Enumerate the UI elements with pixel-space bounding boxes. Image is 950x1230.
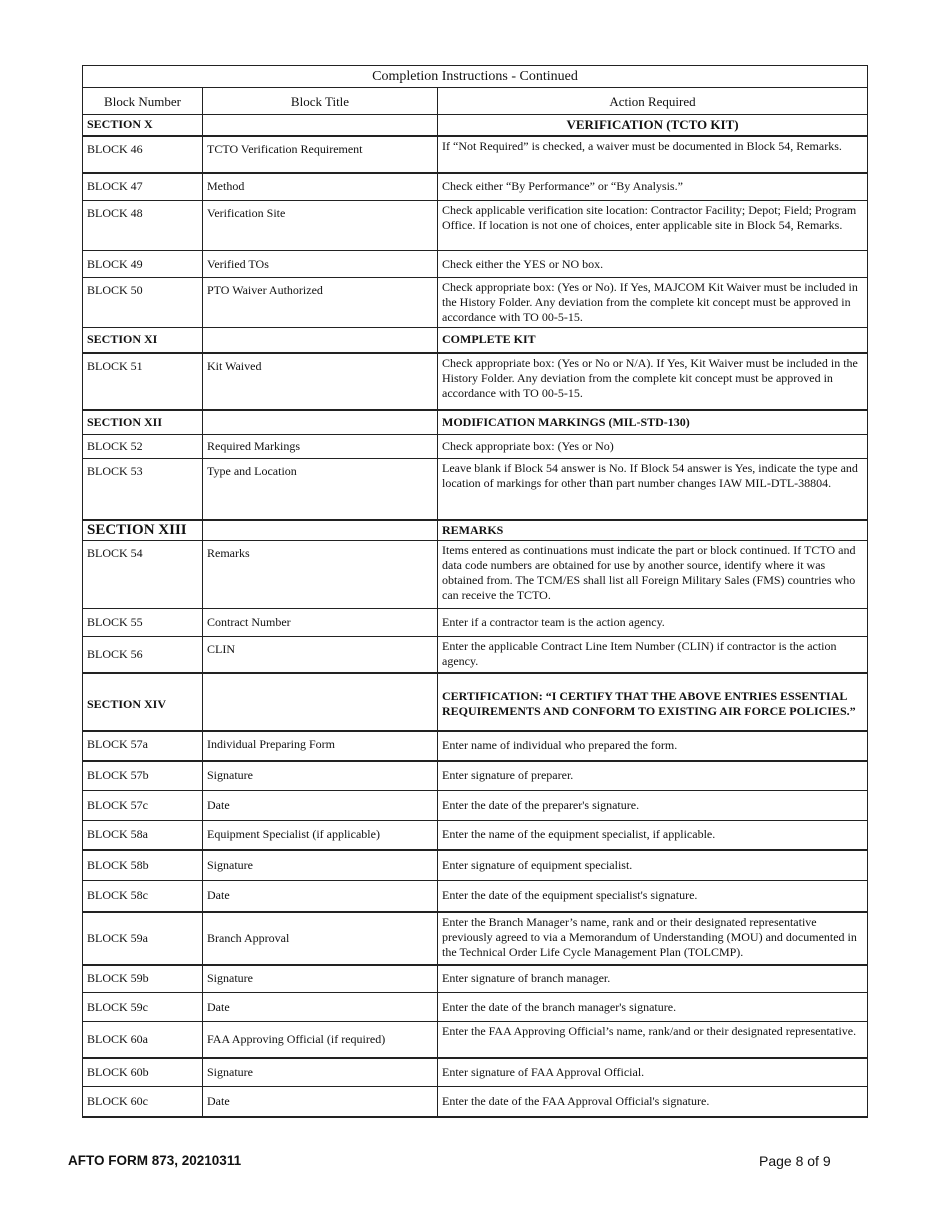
block-number: BLOCK 46 xyxy=(83,136,203,173)
block-title: Type and Location xyxy=(203,459,438,520)
action-required: Enter the date of the branch manager's signature. xyxy=(438,993,868,1022)
table-row xyxy=(83,173,868,201)
block-number: BLOCK 52 xyxy=(83,435,203,459)
block-number: BLOCK 59a xyxy=(83,912,203,965)
section-title xyxy=(203,410,438,435)
action-required: Check either the YES or NO box. xyxy=(438,251,868,278)
table-row xyxy=(83,731,868,761)
block-number: BLOCK 47 xyxy=(83,173,203,201)
completion-instructions-table xyxy=(82,65,868,1118)
action-required: Enter if a contractor team is the action agency. xyxy=(438,609,868,637)
action-required: Enter the date of the FAA Approval Official's signature. xyxy=(438,1087,868,1117)
block-number: BLOCK 57a xyxy=(83,731,203,761)
section-number: SECTION X xyxy=(83,115,203,136)
block-number: BLOCK 58a xyxy=(83,821,203,850)
section-row xyxy=(83,115,868,136)
section-title xyxy=(203,115,438,136)
table-title-row xyxy=(83,66,868,88)
header-action-required: Action Required xyxy=(438,88,868,115)
block-number: BLOCK 59c xyxy=(83,993,203,1022)
block-title: CLIN xyxy=(203,637,438,673)
section-title xyxy=(203,520,438,541)
block-title: Individual Preparing Form xyxy=(203,731,438,761)
section-number: SECTION XIV xyxy=(83,673,203,731)
form-identifier: AFTO FORM 873, 20210311 xyxy=(68,1153,242,1168)
table-row xyxy=(83,201,868,251)
block-title: Method xyxy=(203,173,438,201)
block-number: BLOCK 58b xyxy=(83,850,203,881)
section-title xyxy=(203,328,438,353)
action-required: Enter the applicable Contract Line Item Number (CLIN) if contractor is the action agency. xyxy=(438,637,868,673)
block-number: BLOCK 54 xyxy=(83,541,203,609)
action-required: Enter signature of preparer. xyxy=(438,761,868,791)
table-row xyxy=(83,761,868,791)
action-required: Enter the name of the equipment specialist, if applicable. xyxy=(438,821,868,850)
header-block-title: Block Title xyxy=(203,88,438,115)
action-required: Check appropriate box: (Yes or No). If Yes, MAJCOM Kit Waiver must be included in the History Folder. Any deviation from the complete kit concept must be approved in accordance with TO 00-5-15. xyxy=(438,278,868,328)
action-required: Items entered as continuations must indicate the part or block continued. If TCTO and data code numbers are obtained for use by another source, identify where it was obtained from. The TCM/ES shall list all Foreign Military Sales (FMS) countries who can receive the TCTO. xyxy=(438,541,868,609)
section-heading: VERIFICATION (TCTO KIT) xyxy=(438,115,868,136)
block-number: BLOCK 57b xyxy=(83,761,203,791)
section-heading: REMARKS xyxy=(438,520,868,541)
action-required: If “Not Required” is checked, a waiver must be documented in Block 54, Remarks. xyxy=(438,136,868,173)
block-title: Signature xyxy=(203,850,438,881)
action-required: Leave blank if Block 54 answer is No. If Block 54 answer is Yes, indicate the type and location of markings for other than part number changes IAW MIL-DTL-38804. xyxy=(438,459,868,520)
action-required: Check appropriate box: (Yes or No) xyxy=(438,435,868,459)
table-row xyxy=(83,1022,868,1058)
block-title: Signature xyxy=(203,965,438,993)
table-title: Completion Instructions - Continued xyxy=(83,66,868,88)
table-row xyxy=(83,881,868,912)
table-row xyxy=(83,821,868,850)
block-number: BLOCK 60c xyxy=(83,1087,203,1117)
block-title: PTO Waiver Authorized xyxy=(203,278,438,328)
block-title: Date xyxy=(203,881,438,912)
section-row xyxy=(83,328,868,353)
action-required: Enter the FAA Approving Official’s name, rank/and or their designated representative. xyxy=(438,1022,868,1058)
action-required: Check applicable verification site location: Contractor Facility; Depot; Field; Program Office. If location is not one of choices, enter applicable site in Block 54, Remarks. xyxy=(438,201,868,251)
block-title: Signature xyxy=(203,761,438,791)
block-number: BLOCK 53 xyxy=(83,459,203,520)
action-required: Enter signature of branch manager. xyxy=(438,965,868,993)
block-number: BLOCK 50 xyxy=(83,278,203,328)
table-row xyxy=(83,609,868,637)
table-row xyxy=(83,136,868,173)
block-title: Verified TOs xyxy=(203,251,438,278)
action-required: Enter the Branch Manager’s name, rank and or their designated representative previously agreed to via a Memorandum of Understanding (MOU) and documented in the Technical Order Life Cycle Management Plan (TOLCMP). xyxy=(438,912,868,965)
section-heading: MODIFICATION MARKINGS (MIL-STD-130) xyxy=(438,410,868,435)
table-row xyxy=(83,278,868,328)
action-required: Enter signature of FAA Approval Official. xyxy=(438,1058,868,1087)
table-row xyxy=(83,791,868,821)
section-row xyxy=(83,410,868,435)
block-title: FAA Approving Official (if required) xyxy=(203,1022,438,1058)
block-title: Date xyxy=(203,993,438,1022)
action-required: Enter the date of the preparer's signature. xyxy=(438,791,868,821)
block-number: BLOCK 59b xyxy=(83,965,203,993)
block-title: Required Markings xyxy=(203,435,438,459)
section-number: SECTION XI xyxy=(83,328,203,353)
table-row xyxy=(83,965,868,993)
block-number: BLOCK 49 xyxy=(83,251,203,278)
block-number: BLOCK 58c xyxy=(83,881,203,912)
section-heading: CERTIFICATION: “I CERTIFY THAT THE ABOVE ENTRIES ESSENTIAL REQUIREMENTS AND CONFORM TO EXISTING AIR FORCE POLICIES.” xyxy=(438,673,868,731)
table-header-row xyxy=(83,88,868,115)
block-number: BLOCK 51 xyxy=(83,353,203,410)
block-title: Verification Site xyxy=(203,201,438,251)
table-row xyxy=(83,993,868,1022)
section-number: SECTION XII xyxy=(83,410,203,435)
block-title: TCTO Verification Requirement xyxy=(203,136,438,173)
block-title: Date xyxy=(203,791,438,821)
action-required: Enter name of individual who prepared the form. xyxy=(438,731,868,761)
action-required: Enter signature of equipment specialist. xyxy=(438,850,868,881)
block-title: Kit Waived xyxy=(203,353,438,410)
block-title: Remarks xyxy=(203,541,438,609)
block-title: Contract Number xyxy=(203,609,438,637)
block-number: BLOCK 56 xyxy=(83,637,203,673)
section-row xyxy=(83,673,868,731)
table-row xyxy=(83,435,868,459)
section-title xyxy=(203,673,438,731)
section-row xyxy=(83,520,868,541)
table-row xyxy=(83,1058,868,1087)
table-row xyxy=(83,251,868,278)
page-number: Page 8 of 9 xyxy=(759,1153,831,1169)
section-number: SECTION XIII xyxy=(83,520,203,541)
table-row xyxy=(83,850,868,881)
block-title: Signature xyxy=(203,1058,438,1087)
block-title: Branch Approval xyxy=(203,912,438,965)
action-required: Enter the date of the equipment specialist's signature. xyxy=(438,881,868,912)
table-row xyxy=(83,1087,868,1117)
table-row xyxy=(83,912,868,965)
table-row xyxy=(83,541,868,609)
table-row xyxy=(83,353,868,410)
header-block-number: Block Number xyxy=(83,88,203,115)
block-title: Equipment Specialist (if applicable) xyxy=(203,821,438,850)
action-required: Check appropriate box: (Yes or No or N/A). If Yes, Kit Waiver must be included in the History Folder. Any deviation from the complete kit concept must be approved in accordance with TO 00-5-15. xyxy=(438,353,868,410)
block-title: Date xyxy=(203,1087,438,1117)
block-number: BLOCK 60b xyxy=(83,1058,203,1087)
table-row xyxy=(83,637,868,673)
block-number: BLOCK 55 xyxy=(83,609,203,637)
block-number: BLOCK 48 xyxy=(83,201,203,251)
section-heading: COMPLETE KIT xyxy=(438,328,868,353)
block-number: BLOCK 57c xyxy=(83,791,203,821)
action-required: Check either “By Performance” or “By Analysis.” xyxy=(438,173,868,201)
block-number: BLOCK 60a xyxy=(83,1022,203,1058)
table-row xyxy=(83,459,868,520)
